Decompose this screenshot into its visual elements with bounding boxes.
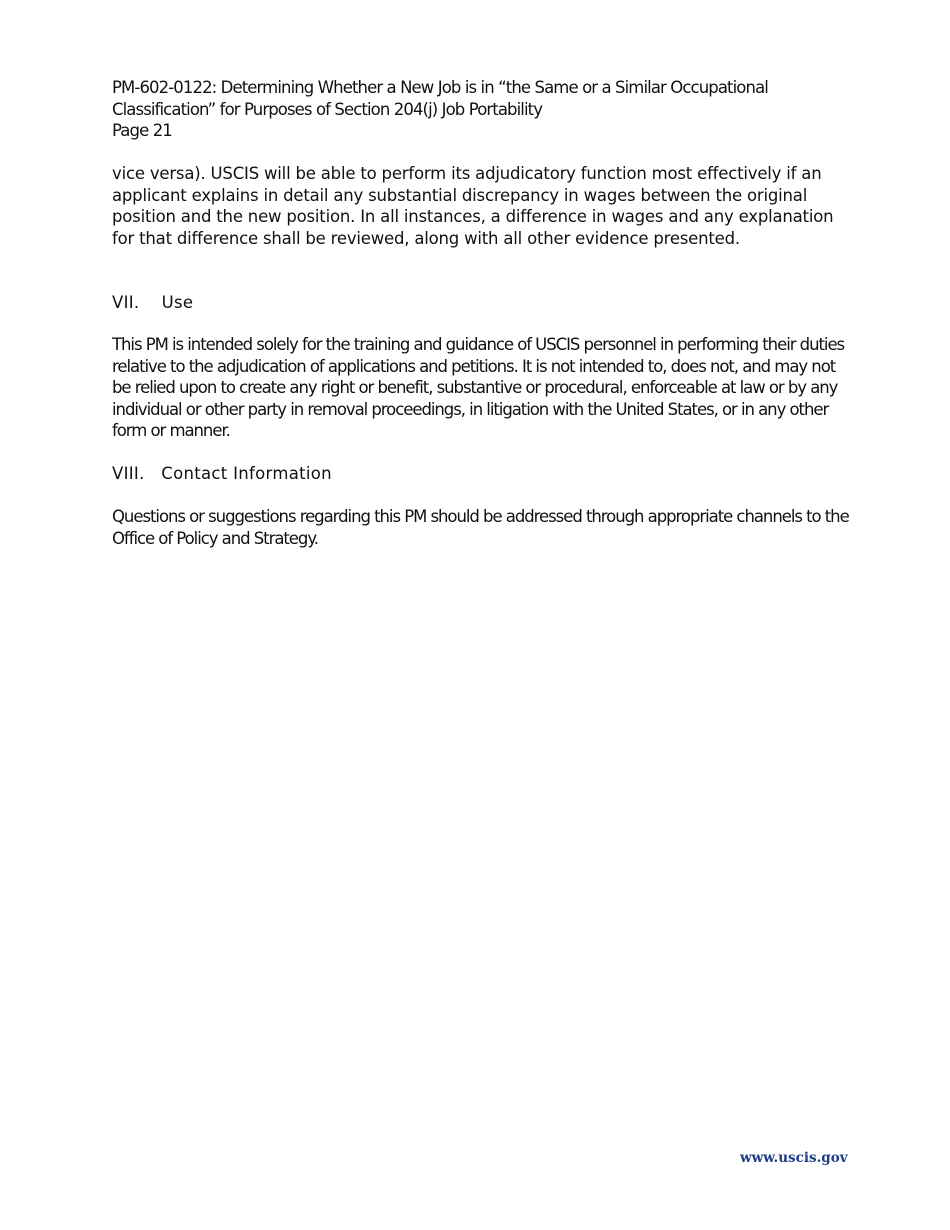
section-heading-use — [112, 292, 852, 314]
section-title: Use — [161, 293, 194, 312]
section-title: Contact Information — [161, 464, 332, 483]
header-title-line-1: PM-602-0122: Determining Whether a New Job is in “the Same or a Similar Occupational — [112, 78, 768, 97]
use-paragraph: This PM is intended solely for the training and guidance of USCIS personnel in performing their duties relative to the adjudication of applications and petitions. It is not intended to, does not, and may not be relied upon to create any right or benefit, substantive or procedural, enforceable at law or by any individual or other party in removal proceedings, in litigation with the United States, or in any other form or manner. — [112, 335, 845, 441]
uscis-website-link[interactable]: www.uscis.gov — [740, 1150, 848, 1166]
page-header — [112, 77, 852, 142]
page-number: Page 21 — [112, 121, 172, 141]
section-number: VII. — [112, 293, 140, 312]
section-number: VIII. — [112, 464, 145, 483]
header-title-line-2: Classification” for Purposes of Section 204(j) Job Portability — [112, 99, 543, 119]
continuation-paragraph: vice versa). USCIS will be able to perform its adjudicatory function most effectively if an applicant explains in detail any substantial discrepancy in wages between the original position and the new position. In all instances, a difference in wages and any explanation for that difference shall be reviewed, along with all other evidence presented. — [112, 164, 834, 248]
contact-information-paragraph: Questions or suggestions regarding this PM should be addressed through appropriate channels to the Office of Policy and Strategy. — [112, 507, 849, 548]
section-heading-contact-information — [112, 463, 852, 485]
